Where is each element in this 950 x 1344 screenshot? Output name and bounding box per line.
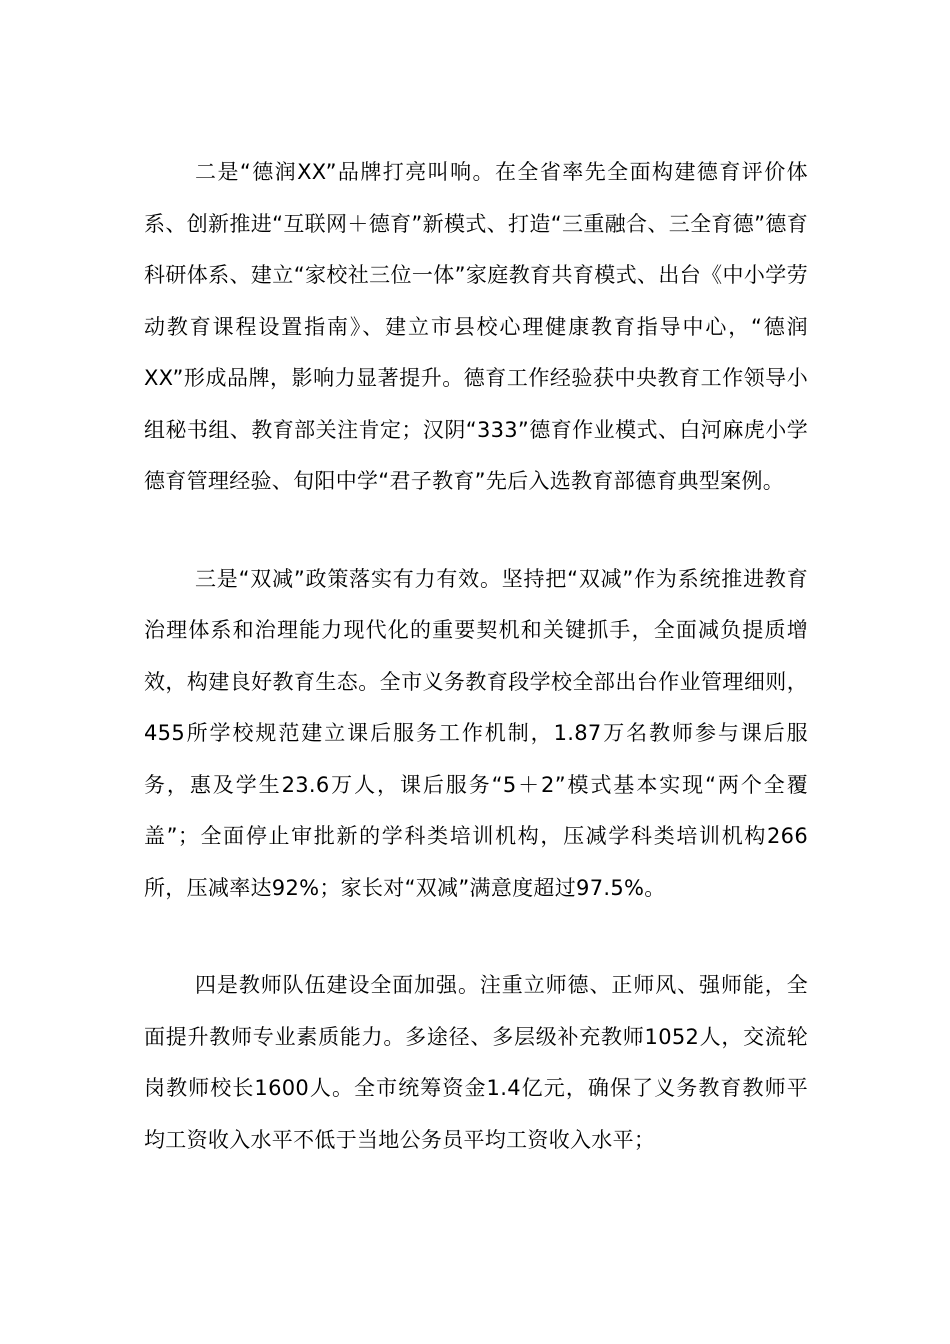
paragraph-teacher-team: 四是教师队伍建设全面加强。注重立师德、正师风、强师能，全面提升教师专业素质能力。多途径、多层级补充教师1052人，交流轮岗教师校长1600人。全市统筹资金1.4亿元，确保了义务教育教师平均工资收入水平不低于当地公务员平均工资收入水平； [144,973,808,1152]
document-body [144,147,808,1212]
paragraph-double-reduction: 三是“双减”政策落实有力有效。坚持把“双减”作为系统推进教育治理体系和治理能力现代化的重要契机和关键抓手，全面减负提质增效，构建良好教育生态。全市义务教育段学校全部出台作业管理细则，455所学校规范建立课后服务工作机制，1.87万名教师参与课后服务，惠及学生23.6万人，课后服务“5＋2”模式基本实现“两个全覆盖”；全面停止审批新的学科类培训机构，压减学科类培训机构266所，压减率达92%；家长对“双减”满意度超过97.5%。 [144,566,808,900]
paragraph-brand-building: 二是“德润XX”品牌打亮叫响。在全省率先全面构建德育评价体系、创新推进“互联网＋德育”新模式、打造“三重融合、三全育德”德育科研体系、建立“家校社三位一体”家庭教育共育模式、出台《中小学劳动教育课程设置指南》、建立市县校心理健康教育指导中心，“德润XX”形成品牌，影响力显著提升。德育工作经验获中央教育工作领导小组秘书组、教育部关注肯定；汉阴“333”德育作业模式、白河麻虎小学德育管理经验、旬阳中学“君子教育”先后入选教育部德育典型案例。 [144,160,808,493]
